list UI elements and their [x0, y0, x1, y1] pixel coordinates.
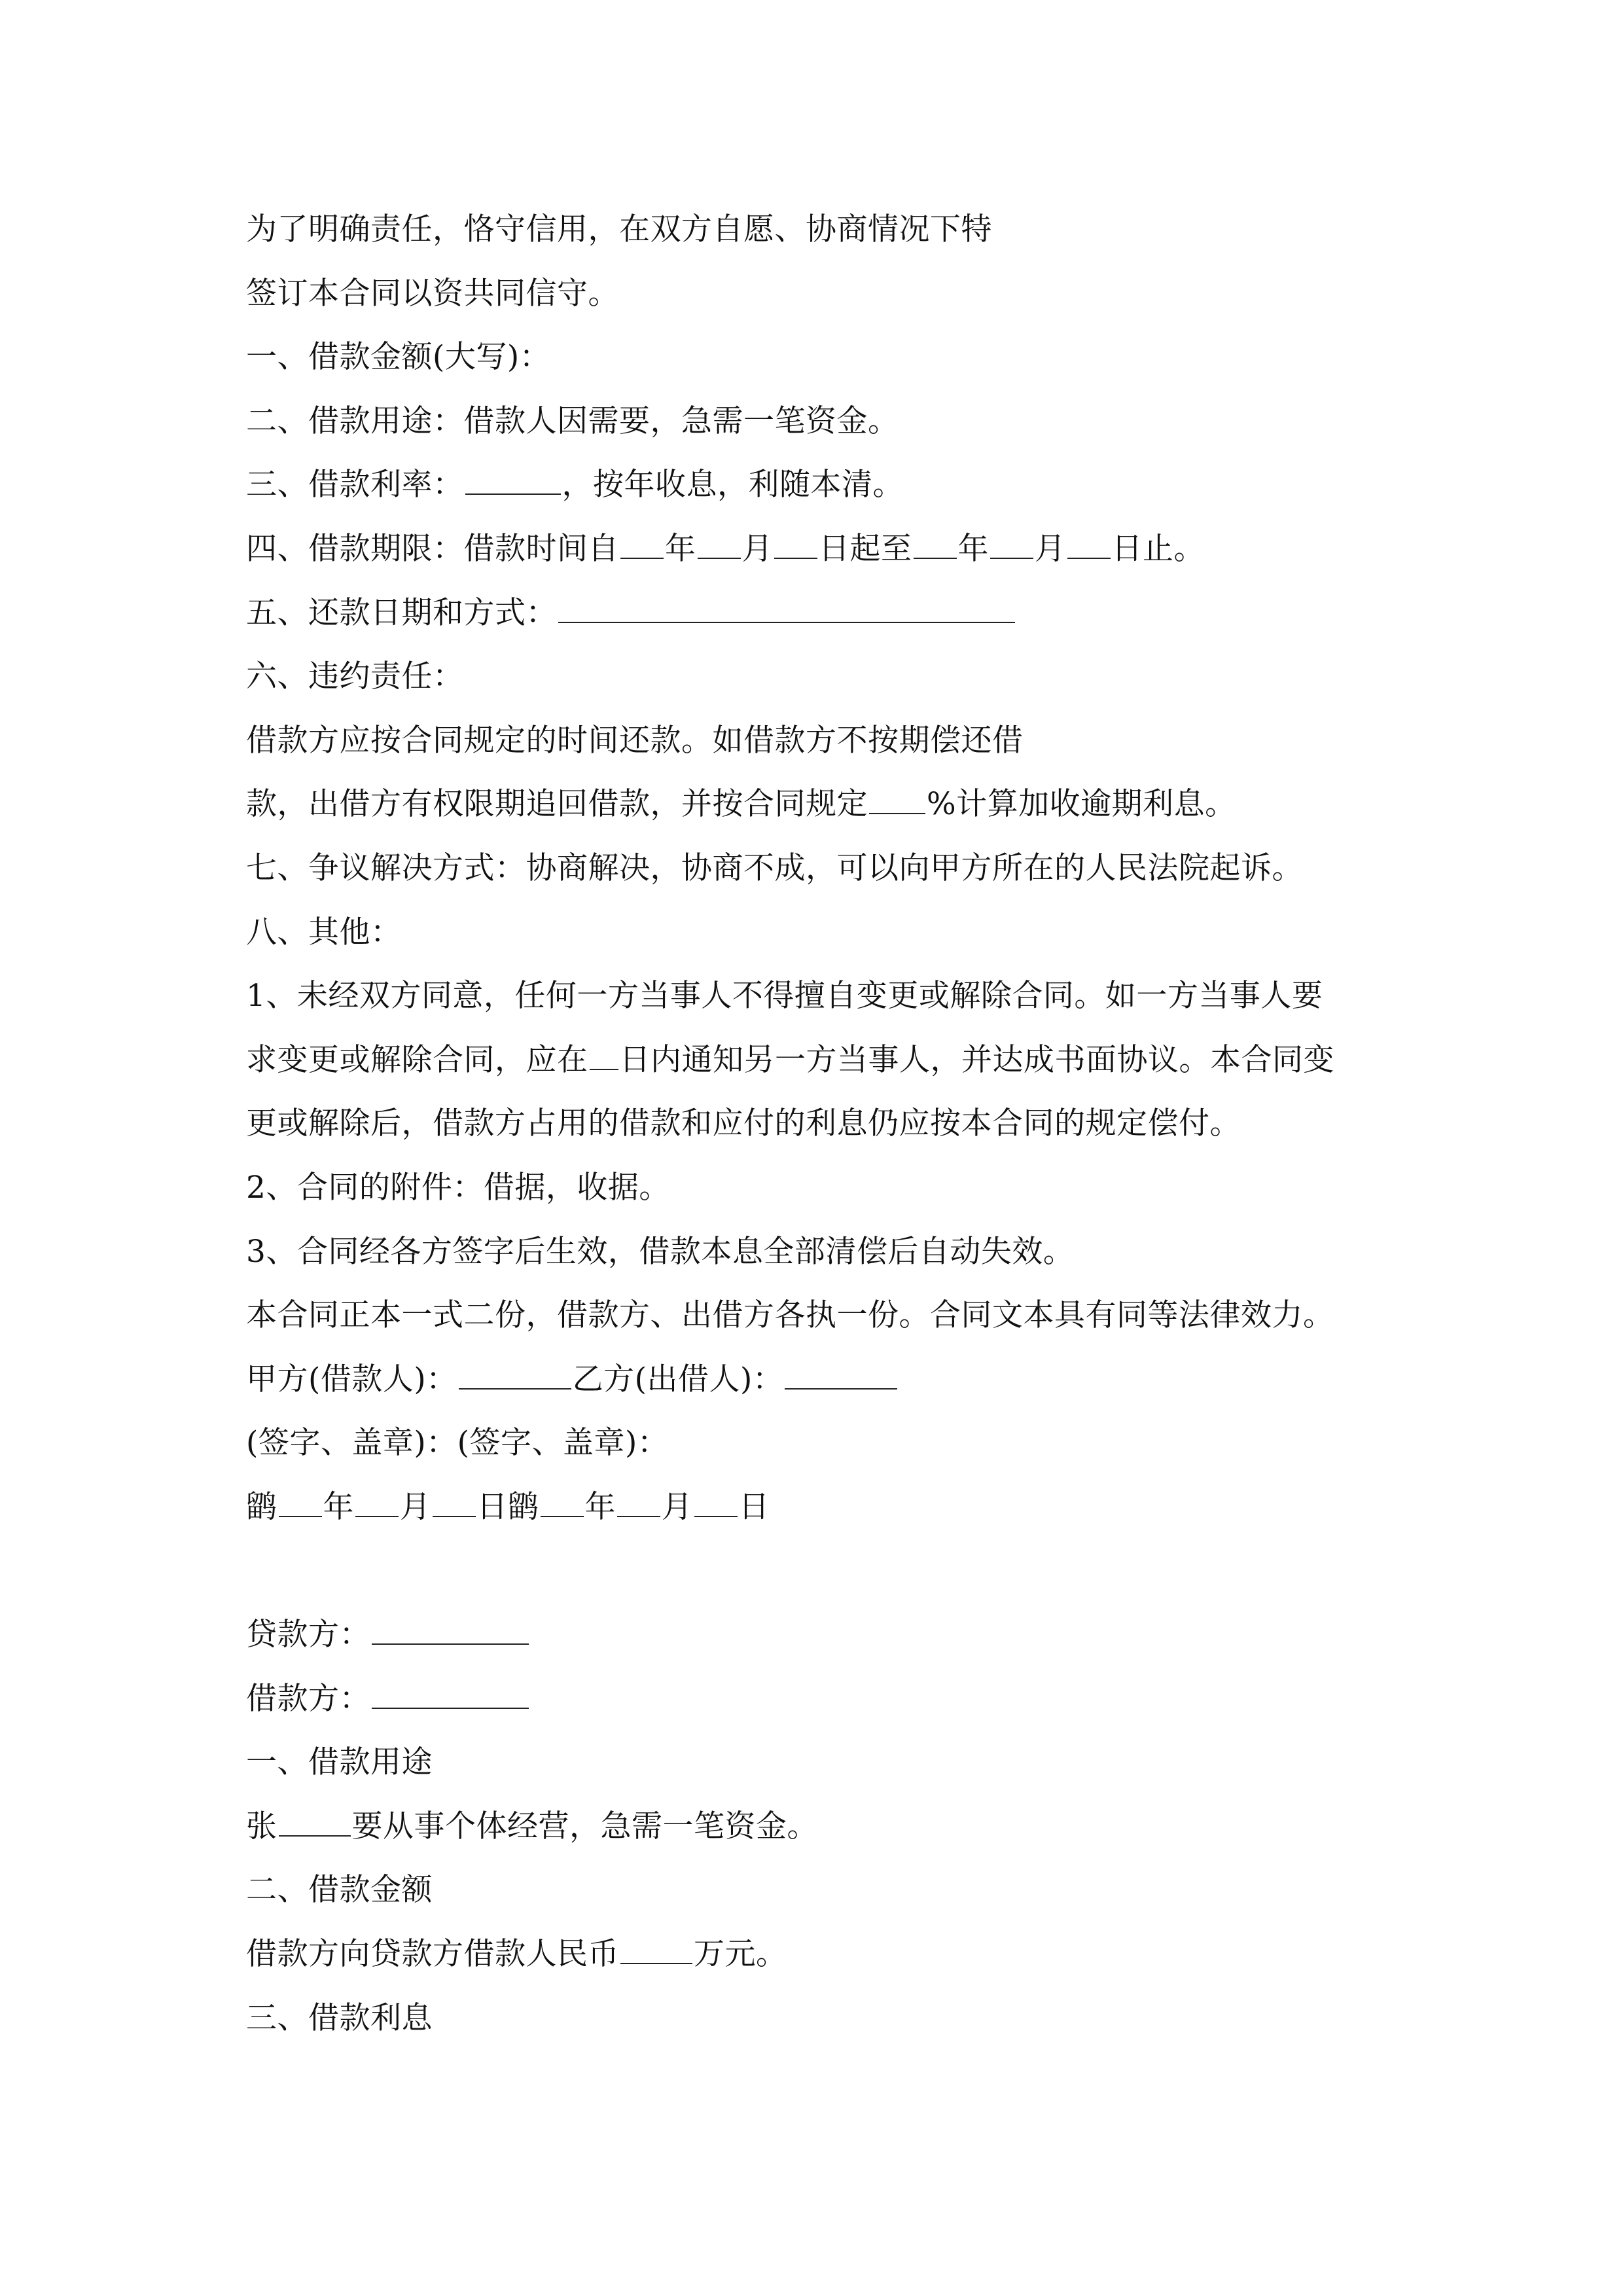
text: 一、借款用途	[246, 1744, 433, 1781]
section-1-loan-amount	[246, 325, 1489, 389]
text: 月	[741, 530, 773, 567]
parties-line	[246, 1348, 1489, 1412]
text: 鹠	[246, 1488, 277, 1525]
text: 日鹠	[476, 1488, 539, 1525]
blank-month-a[interactable]	[355, 1480, 399, 1517]
borrower-line	[246, 1667, 1489, 1731]
text: 万元。	[694, 1936, 787, 1973]
section-6-text-1	[246, 709, 1489, 773]
text: 签订本合同以资共同信守。	[246, 275, 619, 312]
section-3-interest-rate	[246, 453, 1489, 517]
b-section-1-heading	[246, 1731, 1489, 1795]
date-line	[246, 1475, 1489, 1539]
text: 五、还款日期和方式：	[246, 594, 557, 631]
intro-line-2	[246, 262, 1489, 326]
blank-end-month[interactable]	[990, 522, 1033, 559]
signature-line	[246, 1411, 1489, 1475]
text: 一、借款金额(大写)：	[246, 339, 551, 376]
section-8-item-1-line-1	[246, 964, 1489, 1028]
blank-borrower[interactable]	[372, 1672, 529, 1709]
section-8-item-1-line-2	[246, 1028, 1489, 1092]
text: 年	[957, 530, 989, 567]
section-2-loan-purpose	[246, 389, 1489, 454]
blank-party-a[interactable]	[459, 1353, 571, 1390]
blank-day-a[interactable]	[433, 1480, 476, 1517]
blank-overdue-rate[interactable]	[869, 778, 925, 814]
section-6-breach	[246, 645, 1489, 709]
blank-start-month[interactable]	[698, 522, 741, 559]
text: 四、借款期限：借款时间自	[246, 530, 619, 567]
text: 为了明确责任，恪守信用，在双方自愿、协商情况下特	[246, 211, 992, 247]
text: 更或解除后，借款方占用的借款和应付的利息仍应按本合同的规定偿付。	[246, 1105, 1241, 1142]
blank-end-day[interactable]	[1067, 522, 1111, 559]
blank-loan-amount[interactable]	[620, 1928, 692, 1964]
contract-body	[246, 198, 1489, 2050]
text: 月	[662, 1488, 693, 1525]
section-5-repayment	[246, 581, 1489, 645]
section-gap	[246, 1539, 1489, 1603]
text: 年	[665, 530, 696, 567]
text: 求变更或解除合同，应在	[246, 1041, 588, 1078]
b-section-2-text	[246, 1922, 1489, 1986]
blank-notice-days[interactable]	[590, 1033, 618, 1070]
text: 甲方(借款人)：	[246, 1361, 457, 1397]
text: 日内通知另一方当事人，并达成书面协议。本合同变	[619, 1041, 1334, 1078]
text: 借款方应按合同规定的时间还款。如借款方不按期偿还借	[246, 722, 1024, 759]
text: 要从事个体经营，急需一笔资金。	[351, 1808, 818, 1844]
b-section-1-text	[246, 1795, 1489, 1859]
section-6-text-2	[246, 772, 1489, 836]
b-section-2-heading	[246, 1858, 1489, 1922]
section-7-dispute	[246, 836, 1489, 901]
section-8-item-2	[246, 1156, 1489, 1220]
blank-repayment-method[interactable]	[558, 586, 1015, 623]
blank-party-b[interactable]	[785, 1353, 897, 1390]
text: 六、违约责任：	[246, 658, 464, 695]
text: 本合同正本一式二份，借款方、出借方各执一份。合同文本具有同等法律效力。	[246, 1297, 1334, 1334]
text: 年	[584, 1488, 616, 1525]
text: 二、借款金额	[246, 1872, 433, 1909]
copies-clause	[246, 1283, 1489, 1348]
text: 三、借款利率：	[246, 467, 464, 503]
text: (签字、盖章)：(签字、盖章)：	[246, 1425, 669, 1462]
blank-end-year[interactable]	[914, 522, 957, 559]
text: 年	[323, 1488, 354, 1525]
text: 日起至	[819, 530, 912, 567]
text: ，按年收息，利随本清。	[562, 467, 904, 503]
text: %计算加收逾期利息。	[927, 786, 1236, 823]
text: 借款方：	[246, 1680, 370, 1717]
blank-start-day[interactable]	[774, 522, 817, 559]
text: 日	[738, 1488, 770, 1525]
blank-year-b[interactable]	[541, 1480, 584, 1517]
section-8-other	[246, 901, 1489, 965]
text: 三、借款利息	[246, 2000, 433, 2036]
text: 日止。	[1111, 530, 1205, 567]
blank-month-b[interactable]	[617, 1480, 660, 1517]
text: 七、争议解决方式：协商解决，协商不成，可以向甲方所在的人民法院起诉。	[246, 850, 1303, 886]
text: 二、借款用途：借款人因需要，急需一笔资金。	[246, 403, 899, 439]
blank-lender[interactable]	[372, 1608, 529, 1645]
text: 借款方向贷款方借款人民币	[246, 1936, 619, 1973]
text: 贷款方：	[246, 1617, 370, 1653]
section-4-loan-term	[246, 517, 1489, 581]
blank-interest-rate[interactable]	[465, 458, 561, 495]
section-8-item-1-line-3	[246, 1092, 1489, 1156]
section-8-item-3	[246, 1220, 1489, 1284]
text: 月	[400, 1488, 431, 1525]
text: 1、未经双方同意，任何一方当事人不得擅自变更或解除合同。如一方当事人要	[246, 978, 1323, 1014]
b-section-3-heading	[246, 1986, 1489, 2051]
lender-line	[246, 1603, 1489, 1667]
blank-borrower-name[interactable]	[279, 1800, 351, 1837]
text: 八、其他：	[246, 914, 402, 950]
text: 乙方(出借人)：	[572, 1361, 784, 1397]
blank-start-year[interactable]	[620, 522, 664, 559]
intro-line-1	[246, 198, 1489, 262]
text: 张	[246, 1808, 277, 1844]
text: 款，出借方有权限期追回借款，并按合同规定	[246, 786, 868, 823]
text: 3、合同经各方签字后生效，借款本息全部清偿后自动失效。	[246, 1233, 1075, 1270]
blank-day-b[interactable]	[694, 1480, 738, 1517]
text: 月	[1035, 530, 1066, 567]
blank-year-a[interactable]	[279, 1480, 322, 1517]
text: 2、合同的附件：借据，收据。	[246, 1169, 670, 1206]
